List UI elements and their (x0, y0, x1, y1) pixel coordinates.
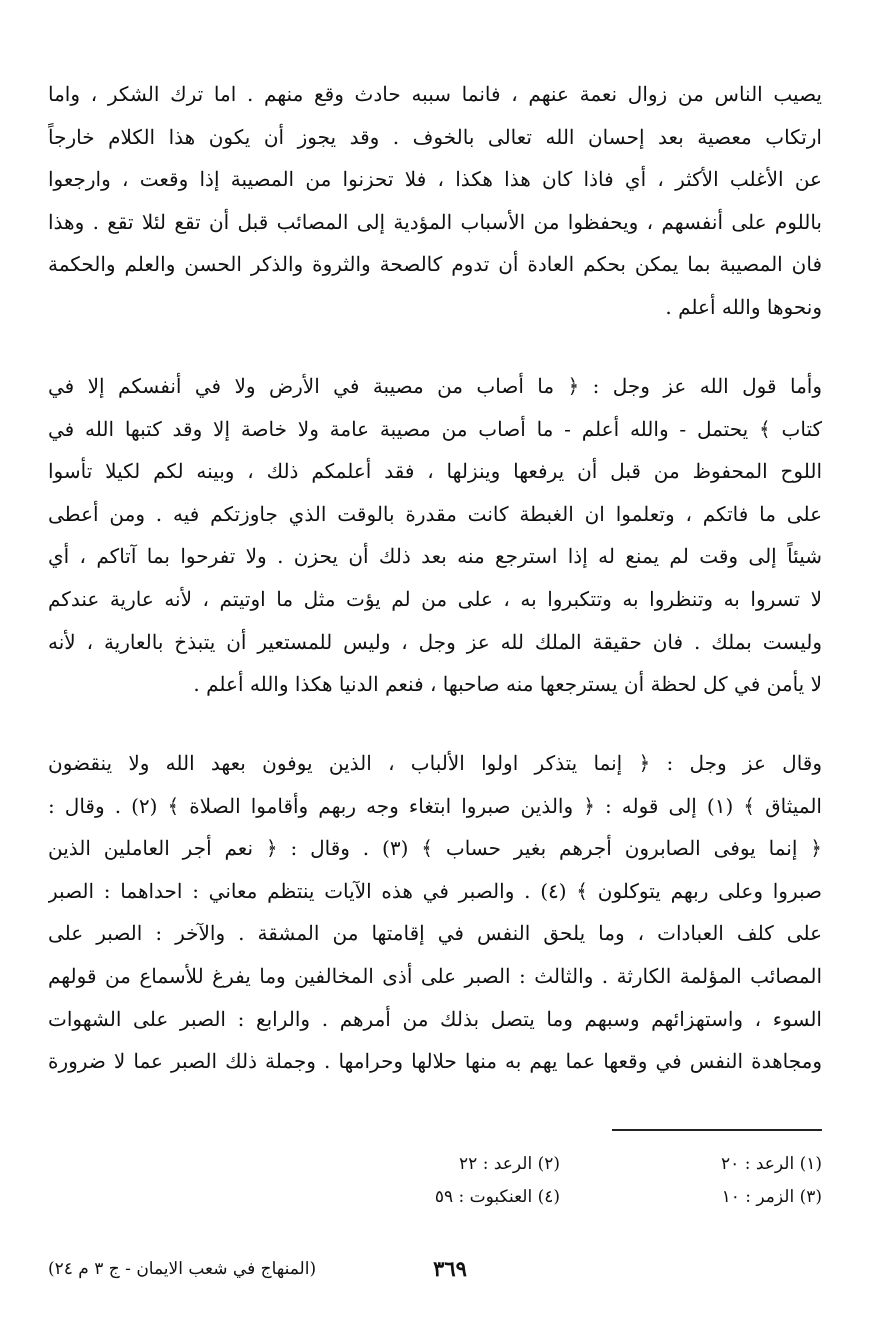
text-line: اللوح المحفوظ من قبل أن يرفعها وينزلها ، فقد أعلمكم ذلك ، وبينه لكم لكيلا تأسوا (48, 459, 822, 484)
text-line: ارتكاب معصية بعد إحسان الله تعالى بالخوف . وقد يجوز أن يكون هذا الكلام خارجاً (48, 124, 822, 149)
text-line: وليست بملك . فان حقيقة الملك لله عز وجل ، وليس للمستعير أن يتبذخ بالعارية ، لأنه (48, 629, 822, 654)
running-footer: (المنهاج في شعب الايمان - ج ٣ م ٢٤) (48, 1259, 317, 1279)
text-line: ﴿ إنما يوفى الصابرون أجرهم بغير حساب ﴾ (٣) . وقال : ﴿ نعم أجر العاملين الذين (48, 836, 822, 861)
footnote-4: (٤) العنكبوت : ٥٩ (434, 1187, 560, 1207)
page-number: ٣٦٩ (433, 1256, 467, 1281)
text-line: المصائب المؤلمة الكارثة . والثالث : الصبر على أذى المخالفين وما يفرغ للأسماع من قولهم (48, 963, 822, 988)
text-line: لا يأمن في كل لحظة أن يسترجعها منه صاحبها ، فنعم الدنيا هكذا والله أعلم . (193, 672, 822, 697)
footnote-2: (٢) الرعد : ٢٢ (459, 1154, 560, 1174)
text-line: السوء ، واستهزائهم وسبهم وما يتصل بذلك من أمرهم . والرابع : الصبر على الشهوات (48, 1006, 822, 1031)
text-line: لا تسروا به وتنظروا به وتتكبروا به ، على من لم يؤت مثل ما اوتيتم ، لأنه عارية عندكم (48, 586, 822, 611)
text-line: شيئاً إلى وقت لم يمنع له إذا استرجع منه بعد ذلك أن يحزن . ولا تفرحوا بما آتاكم ، أي (48, 544, 822, 569)
text-line: عن الأغلب الأكثر ، أي فاذا كان هذا هكذا ، فلا تحزنوا من المصيبة إذا وقعت ، وارجعوا (48, 167, 822, 192)
footnote-3: (٣) الزمر : ١٠ (721, 1187, 822, 1207)
paragraph-3 (48, 742, 822, 1083)
paragraph-1 (48, 73, 822, 329)
text-line: فان المصيبة بما يمكن بحكم العادة أن تدوم كالصحة والثروة والذكر الحسن والعلم والحكمة (48, 252, 822, 277)
text-line: باللوم على أنفسهم ، ويحفظوا من الأسباب المؤدية إلى المصائب قبل أن تقع لئلا تقع . وهذا (48, 209, 822, 234)
text-line: ونحوها والله أعلم . (665, 294, 822, 319)
paragraph-2 (48, 365, 822, 706)
footnote-separator (612, 1129, 822, 1131)
text-line: على ما فاتكم ، وتعلموا ان الغبطة كانت مقدرة بالوقت الذي جاوزتكم فيه . ومن أعطى (48, 501, 822, 526)
text-line: وأما قول الله عز وجل : ﴿ ما أصاب من مصيبة في الأرض ولا في أنفسكم إلا في (48, 374, 822, 398)
text-line: وقال عز وجل : ﴿ إنما يتذكر اولوا الألباب ، الذين يوفون بعهد الله ولا ينقضون (48, 751, 822, 775)
text-line: على كلف العبادات ، وما يلحق النفس في إقامتها من المشقة . والآخر : الصبر على (48, 921, 822, 946)
text-line: الميثاق ﴾ (١) إلى قوله : ﴿ والذين صبروا ابتغاء وجه ربهم وأقاموا الصلاة ﴾ (٢) . وقال : (48, 793, 822, 818)
text-line: يصيب الناس من زوال نعمة عنهم ، فانما سببه حادث وقع منهم . اما ترك الشكر ، واما (48, 82, 822, 106)
text-line: كتاب ﴾ يحتمل - والله أعلم - ما أصاب من مصيبة عامة ولا خاصة إلا وقد كتبها الله في (48, 416, 822, 441)
footnote-1: (١) الرعد : ٢٠ (721, 1154, 822, 1174)
text-line: صبروا وعلى ربهم يتوكلون ﴾ (٤) . والصبر في هذه الآيات ينتظم معاني : احداهما : الصبر (48, 878, 822, 903)
text-line: ومجاهدة النفس في وقعها عما يهم به منها حلالها وحرامها . وجملة ذلك الصبر عما لا ضرورة (48, 1049, 822, 1074)
